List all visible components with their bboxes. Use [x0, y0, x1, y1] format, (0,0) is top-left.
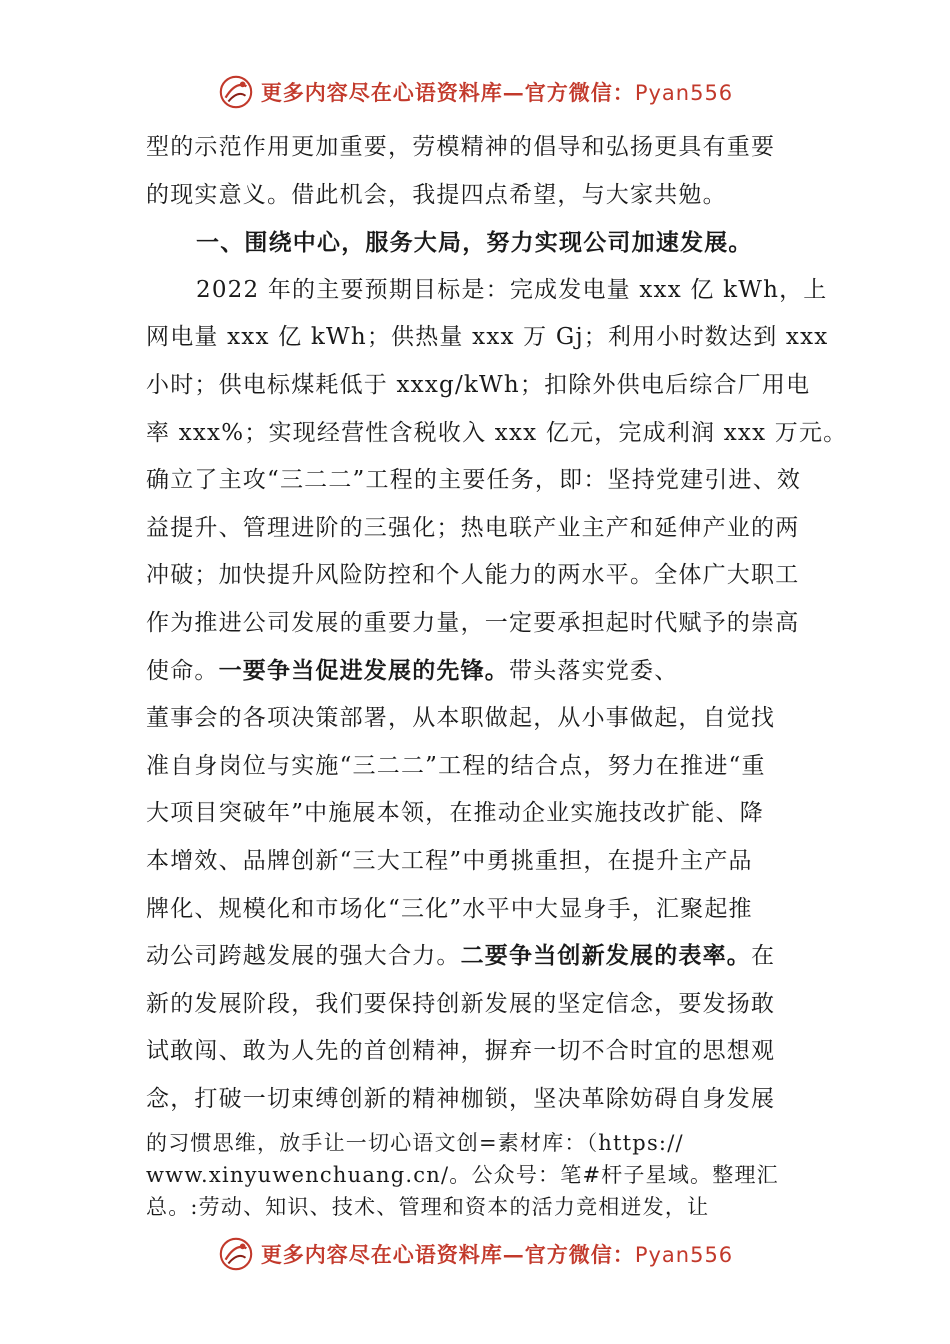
paragraph-line: 动公司跨越发展的强大合力。二要争当创新发展的表率。在 [146, 943, 776, 970]
document-body [146, 124, 846, 1223]
footer-watermark-banner [0, 1232, 950, 1276]
paragraph-line: 试敢闯、敢为人先的首创精神，摒弃一切不合时宜的思想观 [146, 1038, 776, 1065]
bold-point-1: 一要争当促进发展的先锋。 [218, 657, 510, 684]
paragraph-line: 作为推进公司发展的重要力量，一定要承担起时代赋予的崇高 [146, 609, 800, 636]
bold-point-2: 二要争当创新发展的表率。 [460, 943, 752, 970]
paragraph-line: 的习惯思维，放手让一切心语文创=素材库：（https:// [146, 1131, 684, 1156]
brand-logo-icon [217, 1235, 255, 1273]
brand-logo-icon [217, 73, 255, 111]
header-watermark-text: 更多内容尽在心语资料库—官方微信：Pyan556 [260, 80, 734, 105]
paragraph-line: 大项目突破年”中施展本领，在推动企业实施技改扩能、降 [146, 800, 764, 827]
paragraph-line: 益提升、管理进阶的三强化；热电联产业主产和延伸产业的两 [146, 514, 800, 541]
header-watermark-banner [0, 70, 950, 114]
paragraph-line: 本增效、品牌创新“三大工程”中勇挑重担，在提升主产品 [146, 847, 753, 874]
paragraph-line: 小时；供电标煤耗低于 xxxg/kWh；扣除外供电后综合厂用电 [146, 371, 811, 398]
paragraph-line: 念，打破一切束缚创新的精神枷锁，坚决革除妨碍自身发展 [146, 1085, 776, 1112]
paragraph-line: 的现实意义。借此机会，我提四点希望，与大家共勉。 [146, 181, 727, 208]
paragraph-line: 总。:劳动、知识、技术、管理和资本的活力竞相迸发，让 [146, 1195, 710, 1220]
paragraph-line: 准自身岗位与实施“三二二”工程的结合点，努力在推进“重 [146, 752, 766, 779]
paragraph-line: 冲破；加快提升风险防控和个人能力的两水平。全体广大职工 [146, 562, 800, 589]
paragraph-line: 网电量 xxx 亿 kWh；供热量 xxx 万 Gj；利用小时数达到 xxx [146, 324, 829, 351]
mixed-text-block [146, 1127, 846, 1223]
paragraph-line: 董事会的各项决策部署，从本职做起，从小事做起，自觉找 [146, 705, 776, 732]
paragraph-line: 型的示范作用更加重要，劳模精神的倡导和弘扬更具有重要 [146, 134, 776, 160]
footer-watermark-text: 更多内容尽在心语资料库—官方微信：Pyan556 [260, 1242, 734, 1267]
paragraph-line: 率 xxx%；实现经营性含税收入 xxx 亿元，完成利润 xxx 万元。 [146, 419, 848, 446]
paragraph-line: www.xinyuwenchuang.cn/。公众号：笔#杆子星域。整理汇 [146, 1163, 779, 1188]
paragraph-line: 新的发展阶段，我们要保持创新发展的坚定信念，要发扬敢 [146, 990, 776, 1017]
paragraph-line: 2022 年的主要预期目标是：完成发电量 xxx 亿 kWh，上 [196, 276, 828, 303]
paragraph-line: 牌化、规模化和市场化“三化”水平中大显身手，汇聚起推 [146, 895, 753, 922]
paragraph-line: 确立了主攻“三二二”工程的主要任务，即：坚持党建引进、效 [146, 467, 802, 494]
section-heading: 一、围绕中心，服务大局，努力实现公司加速发展。 [196, 229, 753, 257]
paragraph-line: 使命。一要争当促进发展的先锋。带头落实党委、 [146, 657, 679, 684]
